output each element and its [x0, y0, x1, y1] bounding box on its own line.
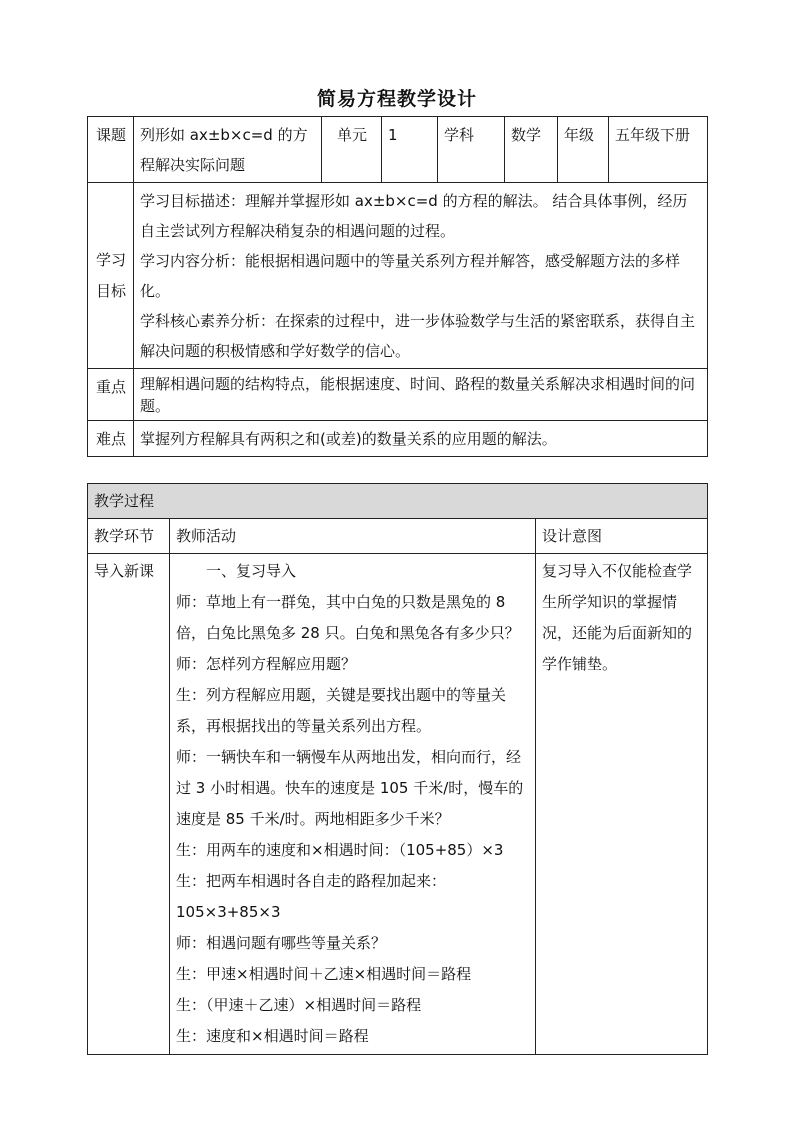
dialogue-line: 师：相遇问题有哪些等量关系？	[176, 934, 387, 952]
grade-value: 五年级下册	[609, 117, 708, 183]
column-intent-header: 设计意图	[536, 519, 708, 554]
key-point-row	[88, 369, 708, 421]
dialogue-line: 师：怎样列方程解应用题？	[176, 655, 357, 673]
teacher-activity	[170, 554, 536, 1055]
goals-row	[88, 183, 708, 369]
grade-label: 年级	[558, 117, 609, 183]
dialogue-line: 师：草地上有一群兔，其中白兔的只数是黑兔的 8 倍，白兔比黑兔多 28 只。白兔和黑兔各有多少只？	[176, 593, 520, 642]
dialogue-line: 生：甲速×相遇时间＋乙速×相遇时间＝路程	[176, 965, 472, 983]
topic-label: 课题	[88, 117, 134, 183]
goals-content	[134, 183, 708, 369]
subject-label: 学科	[438, 117, 505, 183]
dialogue-line: 师：一辆快车和一辆慢车从两地出发，相向而行，经过 3 小时相遇。快车的速度是 105 千米/时，慢车的速度是 85 千米/时。两地相距多少千米？	[176, 748, 524, 828]
design-intent: 复习导入不仅能检查学生所学知识的掌握情况，还能为后面新知的学作铺垫。	[536, 554, 708, 1055]
teaching-process-table	[87, 483, 708, 1055]
section-heading: 一、复习导入	[206, 562, 297, 580]
lesson-info-table	[87, 116, 708, 457]
goal-literacy-analysis: 学科核心素养分析：在探索的过程中，进一步体验数学与生活的紧密联系，获得自主解决问题的积极情感和学好数学的信心。	[140, 312, 696, 360]
process-header: 教学过程	[88, 484, 708, 519]
dialogue-line: 生：（甲速＋乙速）×相遇时间＝路程	[176, 996, 422, 1014]
process-content-row	[88, 554, 708, 1055]
column-stage-header: 教学环节	[88, 519, 170, 554]
goal-description: 学习目标描述：理解并掌握形如 ax±b×c=d 的方程的解法。 结合具体事例，经历自主尝试列方程解决稍复杂的相遇问题的过程。	[140, 192, 688, 240]
dialogue-line: 生：用两车的速度和×相遇时间：（105+85）×3	[176, 841, 504, 859]
difficulty-text: 掌握列方程解具有两积之和(或差)的数量关系的应用题的解法。	[134, 421, 708, 457]
dialogue-line: 生：列方程解应用题，关键是要找出题中的等量关系，再根据找出的等量关系列出方程。	[176, 686, 507, 735]
key-point-text: 理解相遇问题的结构特点，能根据速度、时间、路程的数量关系解决求相遇时间的问题。	[134, 369, 708, 421]
document-title: 简易方程教学设计	[316, 88, 477, 110]
dialogue-line: 生：把两车相遇时各自走的路程加起来：105×3+85×3	[176, 872, 447, 921]
process-columns-row	[88, 519, 708, 554]
goal-content-analysis: 学习内容分析：能根据相遇问题中的等量关系列方程并解答，感受解题方法的多样化。	[140, 252, 681, 300]
dialogue-line: 生：速度和×相遇时间＝路程	[176, 1027, 369, 1045]
unit-label: 单元	[322, 117, 382, 183]
process-header-row	[88, 484, 708, 519]
stage-name: 导入新课	[88, 554, 170, 1055]
unit-value: 1	[382, 117, 438, 183]
topic-row	[88, 117, 708, 183]
key-point-label: 重点	[88, 369, 134, 421]
column-teacher-header: 教师活动	[170, 519, 536, 554]
goals-label: 学习目标	[88, 183, 134, 369]
subject-value: 数学	[505, 117, 558, 183]
difficulty-label: 难点	[88, 421, 134, 457]
topic-value: 列形如 ax±b×c=d 的方程解决实际问题	[134, 117, 322, 183]
difficulty-row	[88, 421, 708, 457]
